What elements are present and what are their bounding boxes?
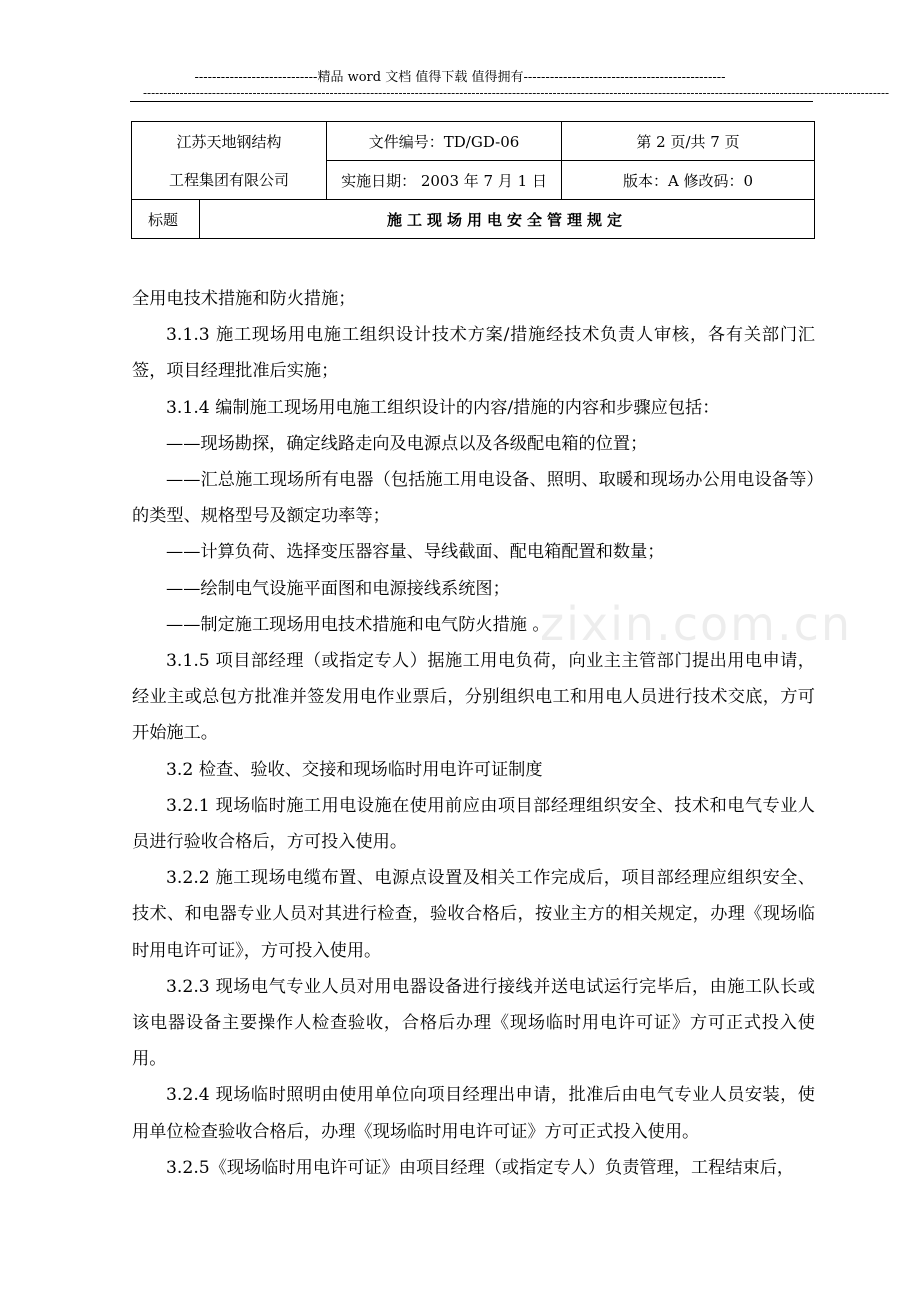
effective-date: 实施日期： 2003 年 7 月 1 日: [327, 161, 562, 200]
page-info: 第 2 页/共 7 页: [562, 122, 815, 161]
header-divider: [130, 101, 813, 102]
document-body: [132, 281, 815, 1186]
section-heading: 3.2 检查、验收、交接和现场临时用电许可证制度: [166, 759, 543, 780]
paragraph: 3.2.2 施工现场电缆布置、电源点设置及相关工作完成后，项目部经理应组织安全、技术、和电器专业人员对其进行检查，验收合格后，按业主方的相关规定，办理《现场临时用电许可证》，方可投入使用。: [132, 868, 815, 961]
paragraph: 3.1.5 项目部经理（或指定专人）据施工用电负荷，向业主主管部门提出用电申请，经业主或总包方批准并签发用电作业票后，分别组织电工和用电人员进行技术交底，方可开始施工。: [132, 651, 815, 744]
watermark: zixin.com.cn: [540, 597, 853, 651]
company-name-line1: 江苏天地钢结构: [176, 132, 282, 151]
title-label: 标题: [132, 200, 200, 239]
document-title: 施工现场用电安全管理规定: [200, 200, 815, 239]
paragraph: 3.2.4 现场临时照明由使用单位向项目经理出申请，批准后由电气专业人员安装，使用单位检查验收合格后，办理《现场临时用电许可证》方可正式投入使用。: [132, 1085, 815, 1142]
download-banner: ----------------------------精品 word 文档 值得下载 值得拥有----------------------------------------------: [194, 70, 726, 85]
list-item: ——现场勘探，确定线路走向及电源点以及各级配电箱的位置；: [166, 433, 648, 454]
paragraph: 3.2.1 现场临时施工用电设施在使用前应由项目部经理组织安全、技术和电气专业人员进行验收合格后，方可投入使用。: [132, 795, 815, 853]
list-item: ——汇总施工现场所有电器（包括施工用电设备、照明、取暖和现场办公用电设备等）的类型、规格型号及额定功率等；: [132, 470, 815, 527]
paragraph: 3.1.3 施工现场用电施工组织设计技术方案/措施经技术负责人审核，各有关部门汇签，项目经理批准后实施；: [132, 325, 815, 382]
company-name-line2: 工程集团有限公司: [169, 170, 290, 189]
paragraph: 3.2.5《现场临时用电许可证》由项目经理（或指定专人）负责管理，工程结束后，: [166, 1157, 795, 1178]
paragraph: 全用电技术措施和防火措施；: [132, 289, 356, 309]
list-item: ——计算负荷、选择变压器容量、导线截面、配电箱配置和数量；: [166, 542, 665, 563]
company-name-cell: [132, 122, 327, 200]
paragraph: 3.1.4 编制施工现场用电施工组织设计的内容/措施的内容和步骤应包括：: [166, 397, 720, 418]
version-info: 版本：A 修改码：0: [562, 161, 815, 200]
doc-number: 文件编号：TD/GD-06: [327, 122, 562, 161]
list-item: ——绘制电气设施平面图和电源接线系统图；: [166, 578, 510, 599]
list-item: ——制定施工现场用电技术措施和电气防火措施 。: [166, 614, 550, 635]
banner-dash-line: ----------------------------------------------------------------------------------------------------------------------------------------------------------------------------------------: [143, 86, 890, 100]
paragraph: 3.2.3 现场电气专业人员对用电器设备进行接线并送电试运行完毕后，由施工队长或该电器设备主要操作人检查验收，合格后办理《现场临时用电许可证》方可正式投入使用。: [132, 976, 815, 1070]
document-header-table: [131, 121, 815, 239]
